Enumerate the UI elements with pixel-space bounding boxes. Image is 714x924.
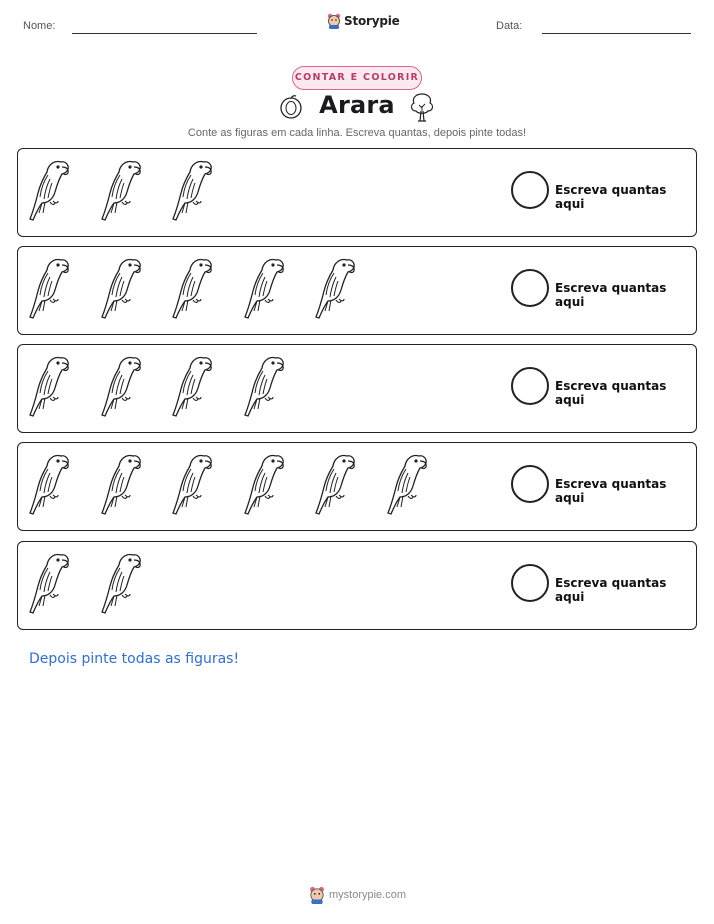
instructions-text: Conte as figuras em cada linha. Escreva quantas, depois pinte todas!	[187, 127, 527, 139]
tree-icon	[408, 91, 436, 123]
counting-row	[17, 148, 697, 237]
parrot-icon[interactable]	[169, 157, 221, 223]
parrot-icon[interactable]	[169, 353, 221, 419]
site-credit	[309, 886, 406, 904]
footer-note: Depois pinte todas as figuras!	[29, 651, 240, 667]
date-label: Data:	[496, 20, 523, 32]
answer-circle[interactable]	[511, 465, 549, 503]
parrot-icon[interactable]	[384, 451, 436, 517]
parrot-icon[interactable]	[98, 255, 150, 321]
parrot-icon[interactable]	[312, 255, 364, 321]
counting-row	[17, 541, 697, 630]
name-label: Nome:	[23, 20, 56, 32]
activity-badge: CONTAR E COLORIR	[292, 66, 422, 90]
parrot-icon[interactable]	[241, 255, 293, 321]
answer-prompt: Escreva quantas aqui	[555, 183, 667, 211]
page-title: Arara	[319, 91, 395, 119]
answer-circle[interactable]	[511, 269, 549, 307]
parrot-icon[interactable]	[26, 157, 78, 223]
counting-row	[17, 442, 697, 531]
date-field[interactable]	[542, 33, 691, 34]
parrot-icon[interactable]	[26, 255, 78, 321]
parrot-icon[interactable]	[26, 550, 78, 616]
brand-name: Storypie	[344, 14, 400, 28]
parrot-icon[interactable]	[241, 451, 293, 517]
parrot-icon[interactable]	[26, 353, 78, 419]
parrot-icon[interactable]	[26, 451, 78, 517]
parrot-icon[interactable]	[98, 550, 150, 616]
parrot-icon[interactable]	[241, 353, 293, 419]
parrot-icon[interactable]	[98, 353, 150, 419]
answer-circle[interactable]	[511, 171, 549, 209]
counting-row	[17, 344, 697, 433]
answer-circle[interactable]	[511, 564, 549, 602]
answer-prompt: Escreva quantas aqui	[555, 379, 667, 407]
parrot-icon[interactable]	[169, 451, 221, 517]
counting-row	[17, 246, 697, 335]
parrot-icon[interactable]	[312, 451, 364, 517]
parrot-icon[interactable]	[98, 157, 150, 223]
parrot-icon[interactable]	[169, 255, 221, 321]
bear-mascot-icon	[327, 13, 341, 29]
brand-logo	[327, 13, 400, 29]
answer-prompt: Escreva quantas aqui	[555, 477, 667, 505]
answer-prompt: Escreva quantas aqui	[555, 281, 667, 309]
name-field[interactable]	[72, 33, 257, 34]
answer-circle[interactable]	[511, 367, 549, 405]
answer-prompt: Escreva quantas aqui	[555, 576, 667, 604]
bear-mascot-icon	[309, 886, 325, 904]
parrot-icon[interactable]	[98, 451, 150, 517]
site-url[interactable]: mystorypie.com	[329, 889, 407, 901]
